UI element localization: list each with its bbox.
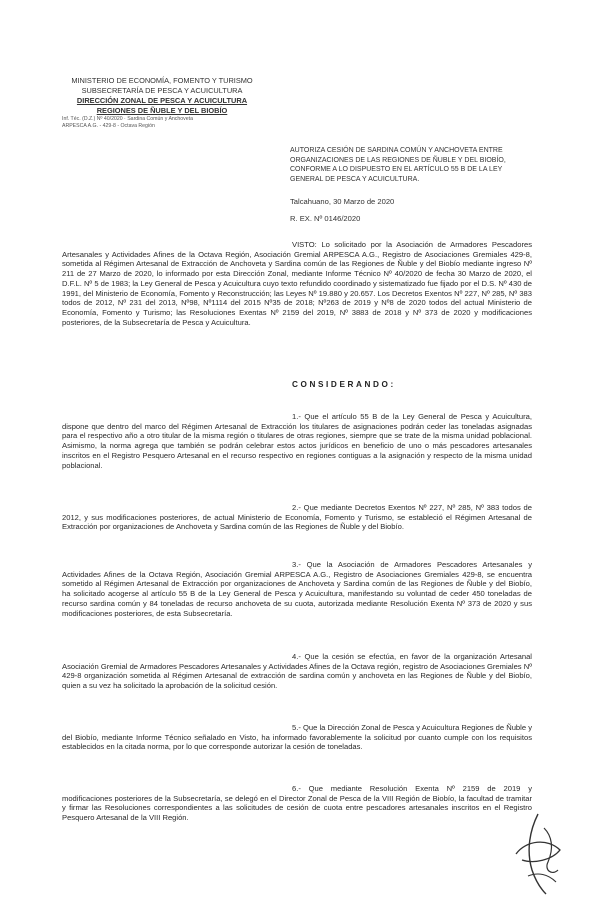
considerando-point-3: 3.- Que la Asociación de Armadores Pescadores Artesanales y Actividades Afines de la Octava Región, Asociación Gremial ARPESCA A.G., Registro de Asociaciones Gremiales 429-8, se encuentra sometido al Régimen Artesanal de Extracción por organizaciones de Anchoveta y Sardina común de las Regiones de Ñuble y del Biobío, ha solicitado acogerse al artículo 55 B de la Ley General de Pesca y Acuicultura, manifestando su voluntad de ceder 450 toneladas de recurso sardina común y 84 toneladas de recurso anchoveta de su cuota, autorizada mediante Resolución Exenta Nº 373 de 2020 y sus modificaciones posteriores, de esta Subsecretaría.	[62, 560, 532, 618]
header-regions: REGIONES DE ÑUBLE Y DEL BIOBÍO	[96, 106, 228, 115]
considerando-point-1: 1.- Que el artículo 55 B de la Ley General de Pesca y Acuicultura, dispone que dentro del marco del Régimen Artesanal de Extracción los titulares de asignaciones podrán ceder las toneladas asignadas para el respectivo año a otro titular de la misma región o titulares de otras regiones, siempre que se trate de la misma unidad poblacional. Asimismo, la norma agrega que también se podrán celebrar estos actos jurídicos en beneficio de uno o más pescadores artesanales inscritos en el Registro Pesquero Artesanal en el recurso respectivo en regiones contiguas a la asignación y respecto de la misma unidad poblacional.	[62, 412, 532, 470]
considerando-heading: CONSIDERANDO:	[292, 380, 396, 389]
considerando-point-5: 5.- Que la Dirección Zonal de Pesca y Acuicultura Regiones de Ñuble y del Biobío, mediante Informe Técnico señalado en Visto, ha informado favorablemente la solicitud por cuanto cumple con los requisitos establecidos en la citada norma, por lo que corresponde autorizar la cesión de toneladas.	[62, 723, 532, 752]
considerando-point-6: 6.- Que mediante Resolución Exenta Nº 2159 de 2019 y modificaciones posteriores de la Subsecretaría, se delegó en el Director Zonal de Pesca de la VIII Región de Biobío, la facultad de tramitar y firmar las Resoluciones correspondientes a las solicitudes de cesión de cuota entre pescadores artesanales inscritos en el Registro Pesquero Artesanal de la VIII Región.	[62, 784, 532, 823]
visto-paragraph: VISTO: Lo solicitado por la Asociación de Armadores Pescadores Artesanales y Actividades Afines de la Octava Región, Asociación Gremial ARPESCA A.G., Registro de Asociaciones Gremiales 429-8, sometida al Régimen Artesanal de Extracción de Anchoveta y Sardina común de las Regiones de Ñuble y del Biobío mediante ingreso Nº 211 de 27 Marzo de 2020, lo informado por esta Dirección Zonal, mediante Informe Técnico Nº 40/2020 de fecha 30 Marzo de 2020, el D.F.L. Nº 5 de 1983; la Ley General de Pesca y Acuicultura cuyo texto refundido coordinado y sistematizado fue fijado por el D.S. Nº 430 de 1991, del Ministerio de Economía, Fomento y Reconstrucción; las Leyes Nº 19.880 y 20.657. Los Decretos Exentos Nº 227, Nº 285, Nº 383 todos de 2012, Nº 231 del 2013, Nº98, Nº1114 del 2015 Nº35 de 2018; Nº263 de 2019 y Nº8 de 2020 todos del actual Ministerio de Economía, Fomento y Turismo; las Resoluciones Exentas Nº 2159 del 2019, Nº 3883 de 2018 y Nº 373 de 2020 y modificaciones posteriores, de la Subsecretaría de Pesca y Acuicultura.	[62, 240, 532, 327]
ministry-header	[62, 76, 262, 130]
header-direction: DIRECCIÓN ZONAL DE PESCA Y ACUICULTURA	[76, 96, 248, 105]
considerando-point-4: 4.- Que la cesión se efectúa, en favor de la organización Artesanal Asociación Gremial de Armadores Pescadores Artesanales y Actividades Afines de la Octava región, registro de Asociaciones Gremiales Nº 429-8 organización sometida al Régimen Artesanal de extracción de sardina común y anchoveta en las Regiones de Ñuble y del Biobío, quien a su vez ha solicitado la aprobación de la solicitud cesión.	[62, 652, 532, 691]
header-ministry: MINISTERIO DE ECONOMÍA, FOMENTO Y TURISMO	[71, 76, 253, 85]
considerando-point-2: 2.- Que mediante Decretos Exentos Nº 227, Nº 285, Nº 383 todos de 2012, y sus modificaciones posteriores, de actual Ministerio de Economía, Fomento y Turismo, se estableció el Régimen Artesanal de Extracción por organizaciones de Anchoveta y Sardina común de las Regiones de Ñuble y del Biobío.	[62, 503, 532, 532]
resolution-number: R. EX. Nº 0146/2020	[290, 214, 361, 223]
resolution-subject: AUTORIZA CESIÓN DE SARDINA COMÚN Y ANCHOVETA ENTRE ORGANIZACIONES DE LAS REGIONES DE ÑUBLE Y DEL BIOBÍO, CONFORME A LO DISPUESTO EN EL ARTÍCULO 55 B DE LA LEY GENERAL DE PESCA Y ACUICULTURA.	[290, 147, 506, 183]
handwritten-signature	[508, 810, 568, 898]
header-reference-note: Inf. Téc. (D.Z.) Nº 40/2020 · Sardina Común y Anchoveta	[62, 116, 193, 122]
header-subsecretary: SUBSECRETARÍA DE PESCA Y ACUICULTURA	[81, 86, 243, 95]
header-reference-note-2: ARPESCA A.G. - 429-8 - Octava Región	[62, 123, 155, 129]
date-line: Talcahuano, 30 Marzo de 2020	[290, 197, 395, 206]
